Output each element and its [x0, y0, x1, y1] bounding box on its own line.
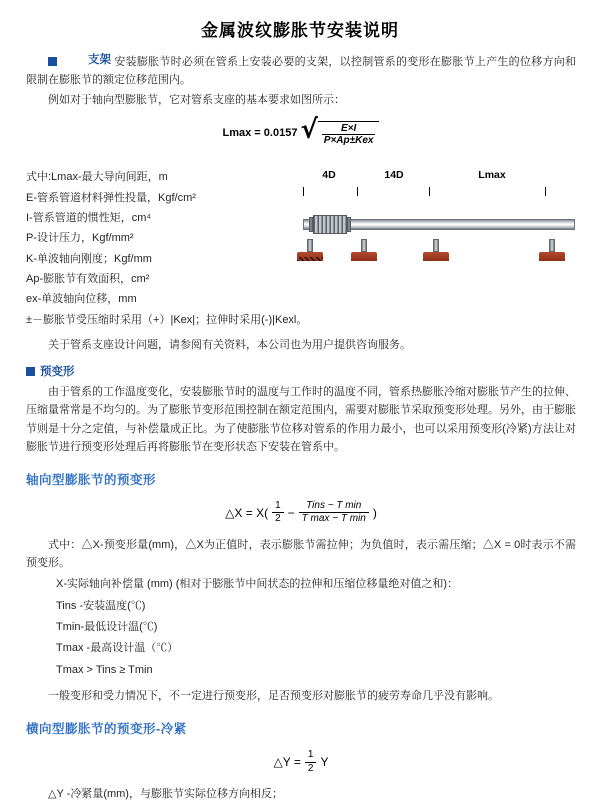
formula-lateral-half	[305, 749, 317, 775]
formula-axial-lhs: △X = X(	[225, 505, 269, 520]
page-title: 金属波纹膨胀节安装说明	[201, 21, 399, 40]
formula-axial-predeformation	[26, 500, 576, 526]
formula-axial-rhs: )	[372, 505, 377, 520]
list-item: Tmax > Tins ≥ Tmin	[56, 663, 153, 676]
sqrt-icon: √ $\frac{E\times I}{\text{P×Ap±Kex}}$	[300, 119, 379, 147]
definitions-and-diagram	[26, 159, 576, 330]
formula-lmax-lhs: Lmax = 0.0157	[222, 127, 298, 140]
subsection-axial-heading: 轴向型膨胀节的预变形	[26, 472, 157, 487]
list-item: X-实际轴向补偿量 (mm) (相对于膨胀节中间状态的拉伸和压缩位移量绝对值之和)：	[56, 578, 459, 591]
section-support-heading	[48, 51, 111, 70]
list-item: E-管系管道材料弹性投量，Kgf/cm²	[26, 191, 196, 204]
formula-axial-half-numerator: 1	[272, 500, 284, 514]
section-predeformation-text: 由于管系的工作温度变化，安装膨胀节时的温度与工作时的温度不同，管系热膨胀冷缩对膨胀节产生的拉伸、压缩量常常是不均匀的。为了膨胀节变形范围控制在额定范围内，需要对膨胀节采取预变形处理。另外，由于膨胀节则是十分之定值，与补偿量成正比。为了使膨胀节位移对管系的作用力最小，也可以采用预变形(冷紧)方法让对膨胀节进行预变形处理后再将膨胀节在变形状态下安装在管系中。	[26, 386, 576, 453]
list-item: ex-单波轴向位移，mm	[26, 293, 137, 306]
formula-lmax-denominator: P×Ap±Kex	[323, 135, 374, 147]
section-support-text: 安装膨胀节时必须在管系上安装必要的支架，以控制管系的变形在膨胀节上产生的位移方向和限制在膨胀节的额定位移范围内。	[26, 55, 576, 87]
tick-mark	[429, 187, 430, 196]
bellow-cap-right-icon	[347, 217, 351, 232]
subsection-lateral-heading: 横向型膨胀节的预变形-冷紧	[26, 722, 187, 737]
tick-mark	[545, 187, 546, 196]
definition-list	[26, 159, 308, 330]
diagram-label-14d: 14D	[384, 169, 404, 182]
diagram-label-lmax: Lmax	[478, 169, 506, 182]
formula-lateral-half-denominator: 2	[307, 762, 314, 774]
anchor-support-icon	[297, 239, 323, 261]
formula-axial-minus: −	[287, 505, 295, 520]
list-item: I-管系管道的惯性矩，cm⁴	[26, 212, 152, 225]
axial-item-list	[56, 574, 576, 681]
formula-axial-temp-numerator: Tins − T min	[299, 500, 369, 514]
formula-lmax	[26, 115, 576, 147]
document-page	[0, 16, 600, 801]
formula-axial-half	[272, 500, 284, 526]
list-item: Tmax -最高设计温（℃）	[56, 642, 179, 655]
guide-support-icon	[351, 239, 377, 261]
list-item: Tmin-最低设计温(℃)	[56, 621, 158, 634]
guide-support-icon	[423, 239, 449, 261]
tick-mark	[357, 187, 358, 196]
piping-diagram	[297, 159, 577, 279]
formula-axial-temp-ratio	[299, 500, 369, 526]
lateral-note: △Y -冷紧量(mm)，与膨胀节实际位移方向相反；	[48, 788, 283, 801]
section-support-paragraph	[26, 51, 576, 89]
list-item: P-设计压力，Kgf/mm²	[26, 232, 134, 245]
list-item: 式中:Lmax-最大导向间距，m	[26, 171, 168, 184]
formula-axial-temp-denominator: T max − T min	[301, 513, 366, 525]
tick-mark	[303, 187, 304, 196]
list-item: Tins -安装温度(℃)	[56, 599, 146, 612]
axial-note-2: 一般变形和受力情况下，不一定进行预变形，足否预变形对膨胀节的疲劳寿命几乎没有影响。	[48, 690, 499, 703]
diagram-pipe-area	[297, 199, 577, 261]
section-predeformation-heading-label: 预变形	[40, 366, 75, 379]
bullet-square-icon	[26, 367, 35, 376]
section-support-paragraph-2: 例如对于轴向型膨胀节，它对管系支座的基本要求如图所示：	[48, 94, 345, 107]
list-item: ±－膨胀节受压缩时采用（+）|Kex|；拉伸时采用(-)|Kexl。	[26, 313, 308, 326]
section-support-heading-label: 支架	[88, 54, 111, 66]
formula-lmax-numerator: E×I	[322, 122, 376, 135]
diagram-ticks	[297, 187, 577, 197]
bullet-square-icon	[48, 57, 57, 66]
support-design-note: 关于管系支座设计问题，请参阅有关资料，本公司也为用户提供咨询服务。	[48, 339, 411, 352]
list-item: K-单波轴向刚度；Kgf/mm	[26, 252, 152, 265]
diagram-label-4d: 4D	[322, 169, 336, 182]
formula-lateral-rhs: Y	[320, 755, 329, 770]
bellows-expansion-joint-icon	[313, 215, 347, 234]
formula-axial-half-denominator: 2	[275, 513, 281, 525]
list-item: Ap-膨胀节有效面积，cm²	[26, 273, 150, 286]
axial-note-1: 式中：△X-预变形量(mm)，△X为正值时，表示膨胀节需拉伸；为负值时，表示需压缩；△X = 0时表示不需预变形。	[26, 538, 576, 569]
formula-lateral-coldspring	[26, 749, 576, 775]
diagram-dimension-labels	[297, 169, 577, 187]
document-content	[0, 51, 600, 804]
section-predeformation-heading	[26, 363, 576, 379]
guide-support-icon	[539, 239, 565, 261]
formula-lateral-lhs: △Y =	[273, 755, 301, 770]
formula-lateral-half-numerator: 1	[305, 749, 317, 763]
